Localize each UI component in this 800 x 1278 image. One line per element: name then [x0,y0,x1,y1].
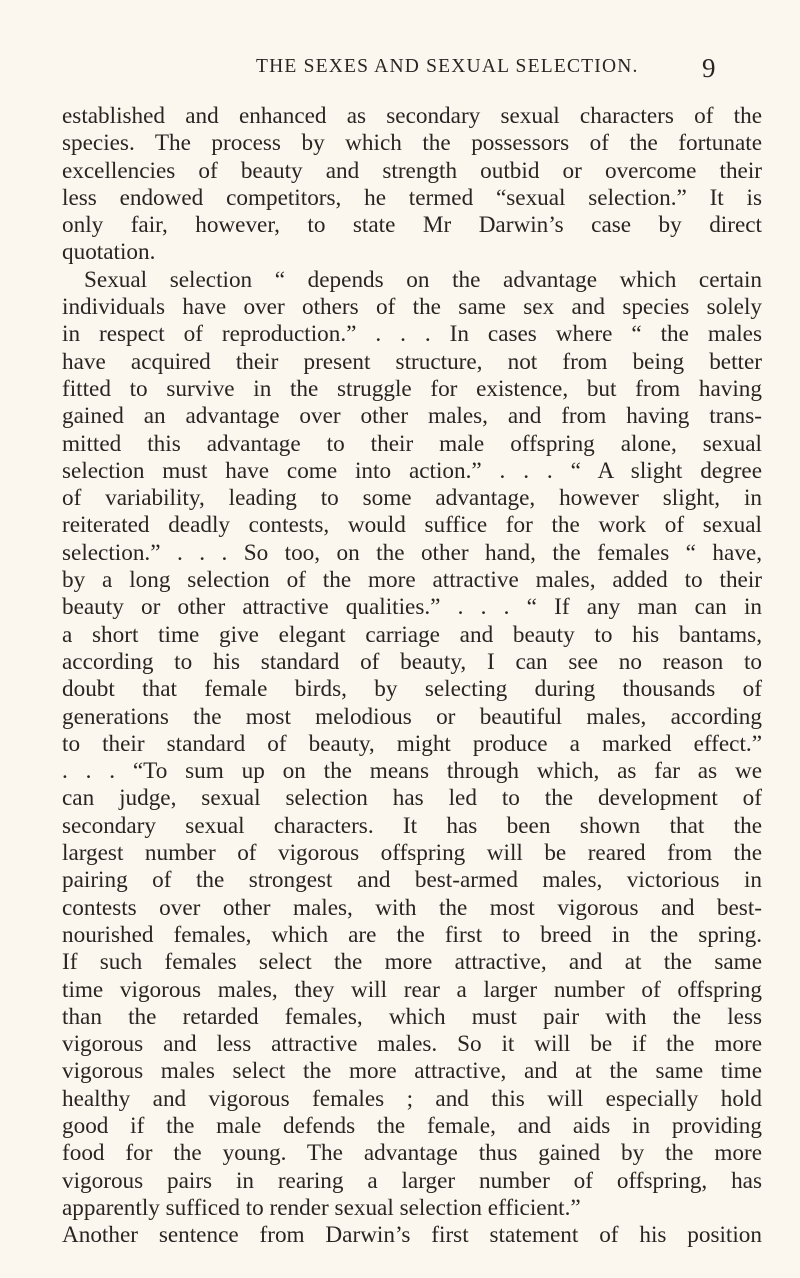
text-line: food for the young. The advantage thus gained by the more [62,1140,762,1167]
text-line: largest number of vigorous offspring will be reared from the [62,840,762,867]
text-line: a short time give elegant carriage and beauty to his bantams, [62,621,762,648]
text-line: established and enhanced as secondary sexual characters of the [62,103,762,129]
text-line: quotation. [62,239,156,266]
text-line: fitted to survive in the struggle for existence, but from having [62,375,762,402]
text-line: vigorous pairs in rearing a larger number of offspring, has [62,1167,762,1194]
text-line: doubt that female birds, by selecting during thousands of [62,676,762,703]
text-line: secondary sexual characters. It has been shown that the [62,812,762,839]
text-line: apparently sufficed to render sexual selection efficient.” [62,1194,581,1221]
text-line: healthy and vigorous females ; and this will especially hold [62,1085,762,1112]
text-line: of variability, leading to some advantage, however slight, in [62,485,762,512]
text-line: selection.” . . . So too, on the other hand, the females “ have, [62,539,762,566]
text-line: vigorous males select the more attractive, and at the same time [62,1058,762,1085]
text-line: vigorous and less attractive males. So it will be if the more [62,1031,762,1058]
text-line: reiterated deadly contests, would suffice for the work of sexual [62,512,762,539]
text-line: by a long selection of the more attractive males, added to their [62,567,762,594]
text-line: less endowed competitors, he termed “sexual selection.” It is [62,184,762,211]
text-line: mitted this advantage to their male offspring alone, sexual [62,430,762,457]
text-line: contests over other males, with the most vigorous and best- [62,894,762,921]
text-line: Sexual selection “ depends on the advantage which certain [84,266,762,293]
text-line: gained an advantage over other males, and from having trans- [62,403,762,430]
text-line: have acquired their present structure, not from being better [62,348,762,375]
running-title: THE SEXES AND SEXUAL SELECTION. [256,56,639,77]
body-text [62,103,762,1249]
text-line: according to his standard of beauty, I can see no reason to [62,648,762,675]
page-number: 9 [702,53,716,83]
text-line: to their standard of beauty, might produce a marked effect.” [62,730,762,757]
text-line: beauty or other attractive qualities.” . . . “ If any man can in [62,594,762,621]
text-line: Another sentence from Darwin’s first statement of his position [62,1222,762,1249]
text-line: . . . “To sum up on the means through which, as far as we [62,758,762,785]
text-line: can judge, sexual selection has led to the development of [62,785,762,812]
text-line: nourished females, which are the first to breed in the spring. [62,921,762,948]
text-line: individuals have over others of the same sex and species solely [62,294,762,321]
text-line: generations the most melodious or beautiful males, according [62,703,762,730]
text-line: selection must have come into action.” . . . “ A slight degree [62,457,762,484]
text-line: good if the male defends the female, and aids in providing [62,1112,762,1139]
text-line: species. The process by which the possessors of the fortunate [62,130,762,157]
text-line: time vigorous males, they will rear a larger number of offspring [62,976,762,1003]
text-line: in respect of reproduction.” . . . In cases where “ the males [62,321,762,348]
text-line: If such females select the more attractive, and at the same [62,949,762,976]
text-line: pairing of the strongest and best-armed males, victorious in [62,867,762,894]
text-line: excellencies of beauty and strength outbid or overcome their [62,157,762,184]
text-line: only fair, however, to state Mr Darwin’s case by direct [62,212,762,239]
text-line: than the retarded females, which must pair with the less [62,1003,762,1030]
running-head [0,53,800,86]
